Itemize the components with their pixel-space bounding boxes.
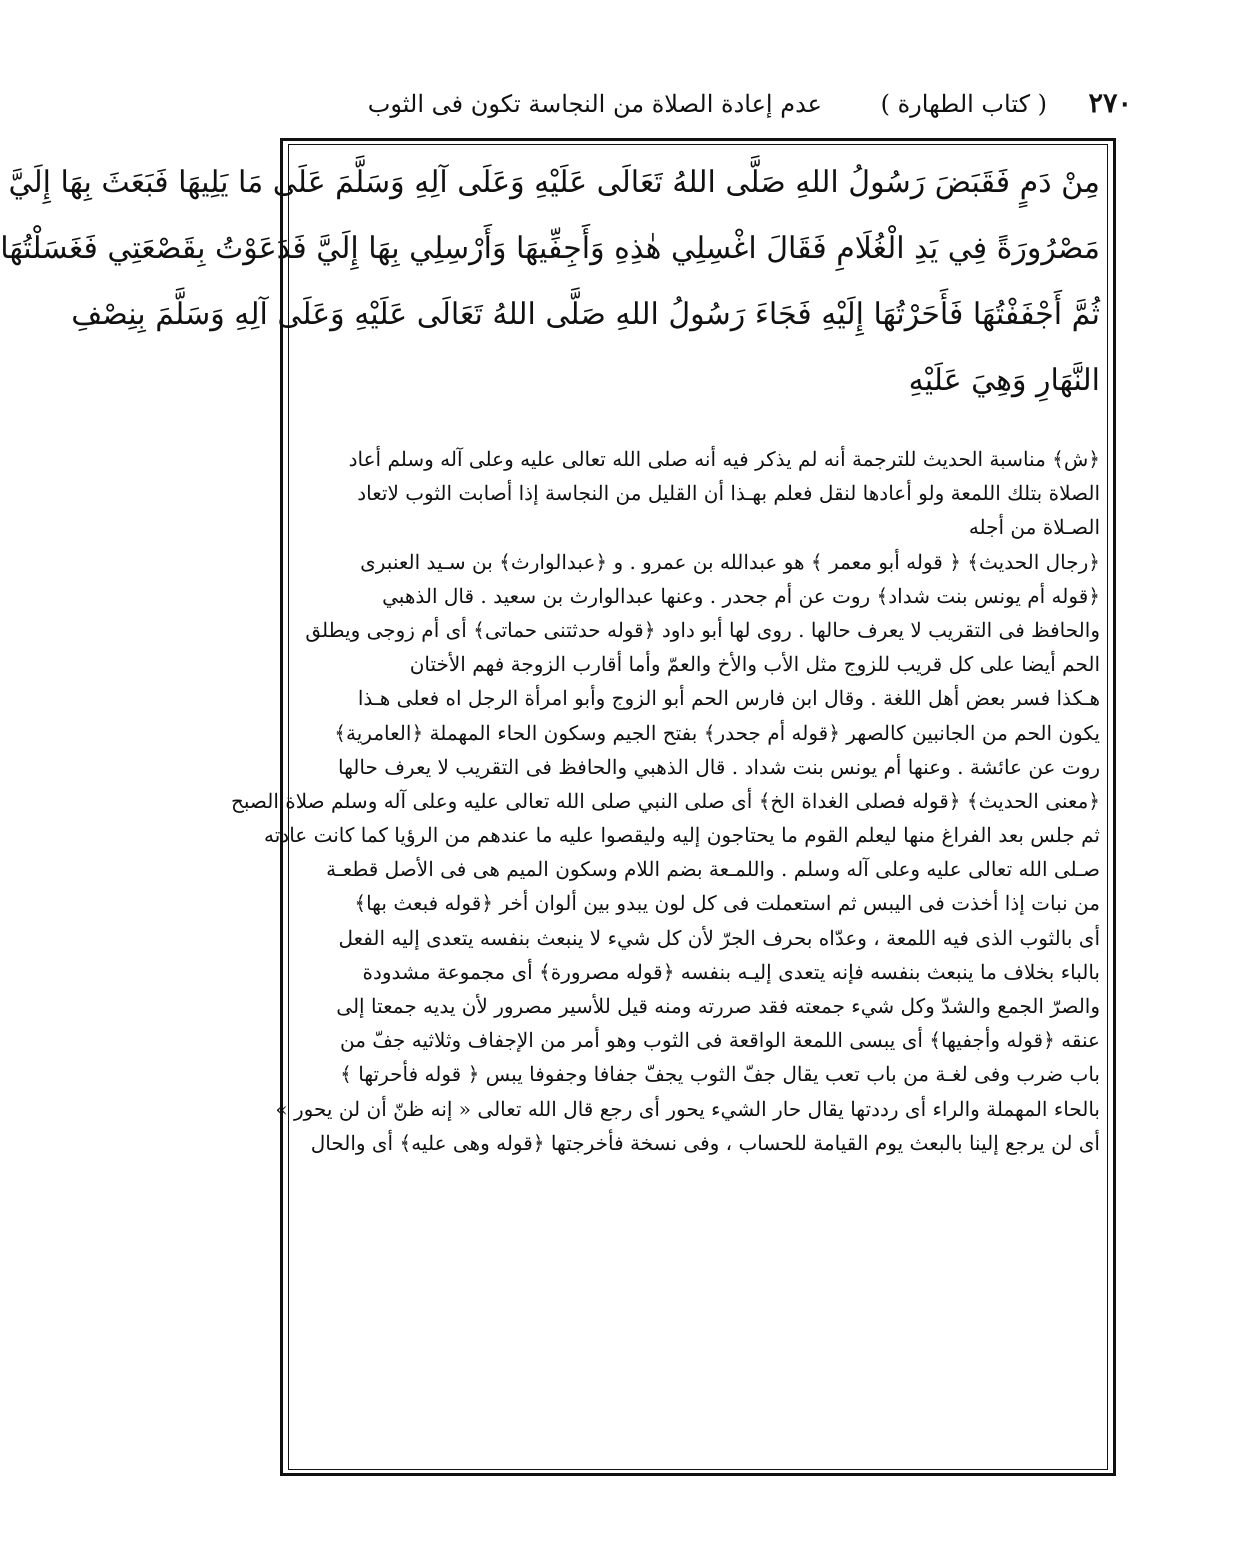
- hadith-line: ثُمَّ أَجْفَفْتُهَا فَأَحَرْتُهَا إِلَيْهِ فَجَاءَ رَسُولُ اللهِ صَلَّى اللهُ تَعَالَى عَلَيْهِ وَعَلَى آلِهِ وَسَلَّمَ بِنِصْفِ: [71, 297, 1100, 332]
- commentary-line: أى بالثوب الذى فيه اللمعة ، وعدّاه بحرف الجرّ لأن كل شيء لا ينبعث بنفسه يتعدى إليه الفعل: [338, 925, 1100, 950]
- commentary-line: ﴿رجال الحديث﴾ ﴿ قوله أبو معمر ﴾ هو عبدالله بن عمرو . و ﴿عبدالوارث﴾ بن سـيد العنبرى: [360, 549, 1100, 574]
- hadith-line: النَّهَارِ وَهِيَ عَلَيْهِ: [908, 363, 1100, 398]
- chapter-title: عدم إعادة الصلاة من النجاسة تكون فى الثوب: [367, 90, 822, 118]
- page-number: ٢٧٠: [1088, 88, 1132, 119]
- commentary-line: الصـلاة من أجله: [968, 515, 1100, 540]
- commentary-line: عنقه ﴿قوله وأجفيها﴾ أى يبسى اللمعة الواقعة فى الثوب وهو أمر من الإجفاف وثلاثيه جفّ من: [340, 1028, 1100, 1053]
- commentary-line: ثم جلس بعد الفراغ منها ليعلم القوم ما يحتاجون إليه وليقصوا عليه ما عندهم من الرؤيا كما كانت عادته: [264, 823, 1100, 848]
- commentary-line: أى لن يرجع إلينا بالبعث يوم القيامة للحساب ، وفى نسخة فأخرجتها ﴿قوله وهى عليه﴾ أى والحال: [310, 1130, 1100, 1155]
- hadith-line: مِنْ دَمٍ فَقَبَضَ رَسُولُ اللهِ صَلَّى اللهُ تَعَالَى عَلَيْهِ وَعَلَى آلِهِ وَسَلَّمَ عَلَى مَا يَلِيهَا فَبَعَثَ بِهَا إِلَيَّ: [8, 165, 1100, 200]
- commentary-line: ﴿قوله أم يونس بنت شداد﴾ روت عن أم جحدر . وعنها عبدالوارث بن سعيد . قال الذهبي: [382, 583, 1100, 608]
- commentary-line: الحم أيضا على كل قريب للزوج مثل الأب والأخ والعمّ وأما أقارب الزوجة فهم الأختان: [409, 652, 1100, 677]
- commentary-text: [230, 442, 1100, 1160]
- commentary-line: يكون الحم من الجانبين كالصهر ﴿قوله أم جحدر﴾ بفتح الجيم وسكون الحاء المهملة ﴿العامرية﴾: [334, 720, 1100, 745]
- commentary-line: والصرّ الجمع والشدّ وكل شيء جمعته فقد صررته ومنه قيل للأسير مصرور لأن يديه جمعتا إلى: [336, 994, 1100, 1018]
- commentary-line: باب ضرب وفى لغـة من باب تعب يقال جفّ الثوب يجفّ جفافا وجفوفا يبس ﴿ قوله فأحرتها ﴾: [340, 1062, 1100, 1087]
- commentary-line: والحافظ فى التقريب لا يعرف حالها . روى لها أبو داود ﴿قوله حدثتنى حماتى﴾ أى أم زوجى ويطلق: [305, 617, 1100, 642]
- commentary-line: ﴿ش﴾ مناسبة الحديث للترجمة أنه لم يذكر فيه أنه صلى الله تعالى عليه وعلى آله وسلم أعاد: [348, 447, 1100, 471]
- commentary-line: الصلاة بتلك اللمعة ولو أعادها لنقل فعلم بهـذا أن القليل من النجاسة إذا أصابت الثوب لاتعاد: [357, 481, 1100, 506]
- page-header: [312, 88, 1132, 130]
- hadith-line: مَصْرُورَةً فِي يَدِ الْغُلَامِ فَقَالَ اغْسِلِي هٰذِهِ وَأَجِفِّيهَا وَأَرْسِلِي بِهَا إِلَيَّ فَدَعَوْتُ بِقَصْعَتِي فَغَسَلْتُهَا: [0, 231, 1100, 266]
- commentary-line: من نبات إذا أخذت فى اليبس ثم استعملت فى كل لون يبدو بين ألوان أخر ﴿قوله فبعث بها﴾: [354, 891, 1100, 916]
- hadith-text: [0, 150, 1100, 414]
- commentary-line: بالباء بخلاف ما ينبعث بنفسه فإنه يتعدى إليـه بنفسه ﴿قوله مصرورة﴾ أى مجموعة مشدودة: [362, 959, 1100, 984]
- commentary-line: صـلى الله تعالى عليه وعلى آله وسلم . واللمـعة بضم اللام وسكون الميم هى فى الأصل قطعـة: [326, 857, 1100, 882]
- commentary-line: ﴿معنى الحديث﴾ ﴿قوله فصلى الغداة الخ﴾ أى صلى النبي صلى الله تعالى عليه وعلى آله وسلم صلاة الصبح: [230, 788, 1100, 813]
- commentary-line: روت عن عائشة . وعنها أم يونس بنت شداد . قال الذهبي والحافظ فى التقريب لا يعرف حالها: [337, 754, 1100, 779]
- commentary-line: هـكذا فسر بعض أهل اللغة . وقال ابن فارس الحم أبو الزوج وأبو امرأة الرجل اه فعلى هـذا: [357, 686, 1100, 711]
- book-title: ( كتاب الطهارة ): [880, 90, 1047, 118]
- page-content: [0, 150, 1100, 1160]
- commentary-line: بالحاء المهملة والراء أى رددتها يقال حار الشيء يحور أى رجع قال الله تعالى « إنه ظنّ أن لن يحور »: [275, 1096, 1100, 1121]
